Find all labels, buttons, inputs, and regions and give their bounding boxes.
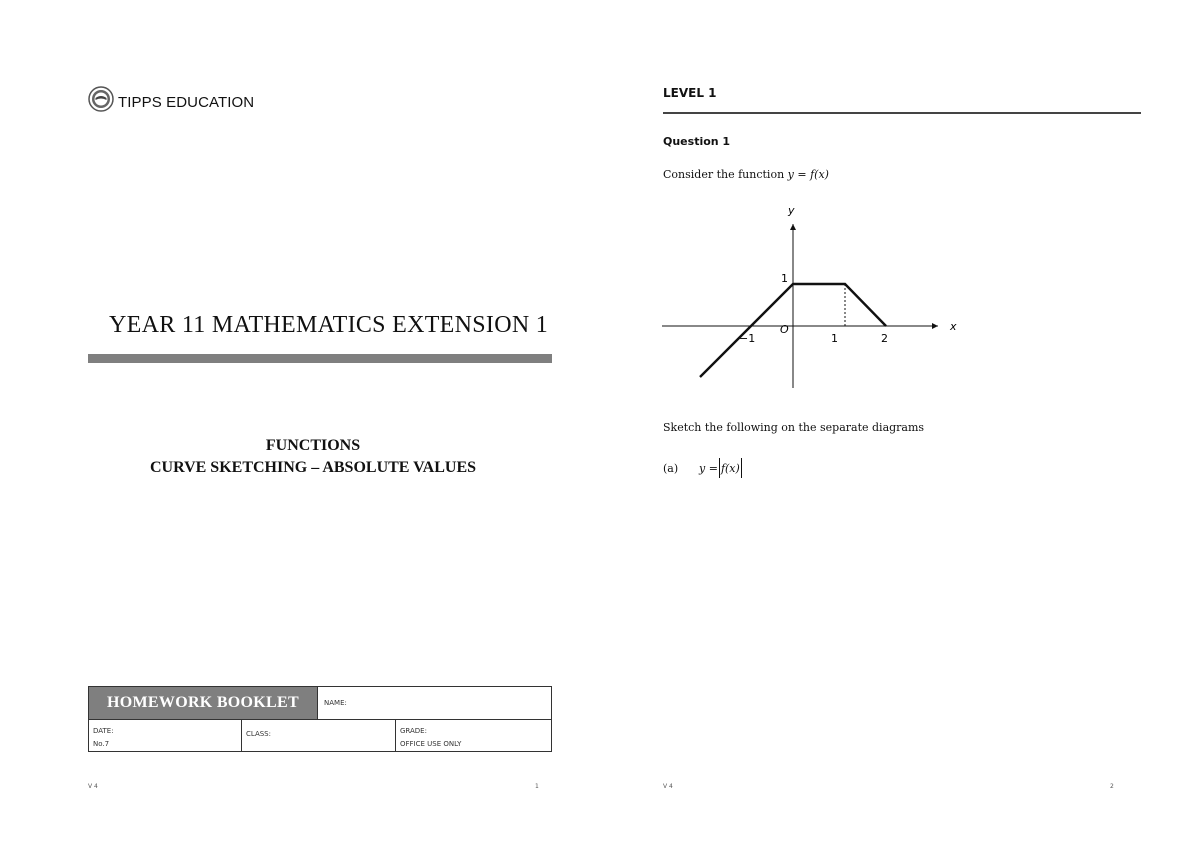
logo	[88, 86, 254, 112]
tipps-logo-icon	[88, 86, 114, 112]
homework-info-box	[88, 686, 552, 752]
level-heading: LEVEL 1	[663, 86, 717, 100]
name-label: NAME:	[324, 699, 347, 707]
grade-field[interactable]	[395, 719, 551, 751]
x-tick-label-neg1: −1	[739, 332, 756, 345]
part-a-label: (a)	[663, 461, 679, 475]
name-field[interactable]	[317, 687, 551, 719]
abs-bar-left	[719, 458, 720, 478]
subtitle-block	[88, 435, 538, 479]
footer-version: V 4	[663, 783, 673, 790]
subtitle-topic: FUNCTIONS	[265, 437, 361, 454]
subtitle-subtopic: CURVE SKETCHING – ABSOLUTE VALUES	[149, 459, 477, 476]
origin-label: O	[780, 323, 789, 336]
office-use-label: OFFICE USE ONLY	[400, 740, 462, 748]
function-graph	[660, 196, 970, 396]
class-field[interactable]	[241, 719, 395, 751]
y-axis-label: y	[788, 204, 795, 217]
logo-text: TIPPS EDUCATION	[118, 93, 255, 111]
level-rule	[663, 112, 1141, 114]
week-label: No.7	[93, 740, 110, 748]
part-a-lhs: y =	[699, 461, 718, 475]
prompt-function: y = f(x)	[787, 168, 829, 181]
question-prompt	[663, 168, 829, 181]
x-axis-label: x	[950, 320, 957, 333]
right-page	[600, 0, 1200, 849]
abs-bar-right	[741, 458, 742, 478]
part-a-inner: f(x)	[720, 461, 740, 475]
date-label: DATE:	[93, 727, 114, 735]
part-a	[663, 458, 743, 478]
page-number: 2	[1110, 783, 1114, 790]
x-tick-label-1: 1	[831, 332, 838, 345]
document-title: YEAR 11 MATHEMATICS EXTENSION 1	[109, 312, 549, 338]
page-number: 1	[535, 783, 539, 790]
grade-label: GRADE:	[400, 727, 427, 735]
question-heading: Question 1	[663, 135, 731, 148]
date-field[interactable]	[89, 719, 241, 751]
footer-version: V 4	[88, 783, 98, 790]
sketch-instruction: Sketch the following on the separate diagrams	[663, 421, 925, 434]
title-rule	[88, 354, 552, 363]
homework-booklet-heading: HOMEWORK BOOKLET	[89, 687, 317, 719]
x-tick-label-2: 2	[881, 332, 888, 345]
class-label: CLASS:	[246, 730, 271, 738]
y-tick-label: 1	[781, 272, 788, 285]
prompt-text: Consider the function	[663, 168, 788, 181]
